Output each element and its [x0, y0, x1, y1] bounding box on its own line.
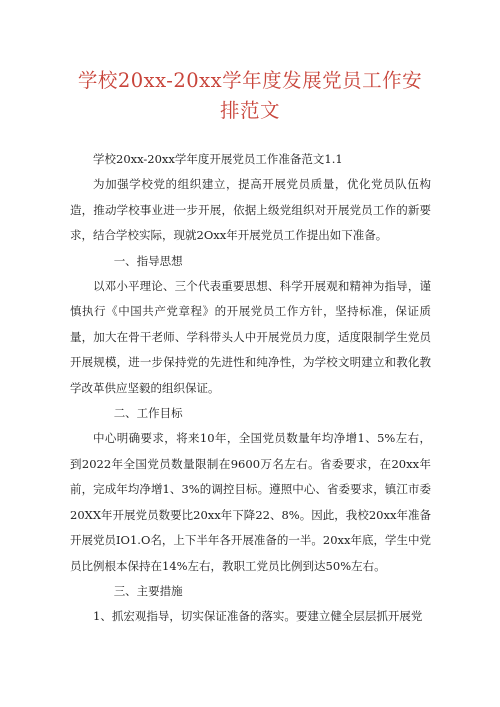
document-body [70, 147, 431, 630]
document-title: 学校20xx-20xx学年度发展党员工作安排范文 [77, 69, 423, 122]
document-subtitle: 学校20xx-20xx学年度开展党员工作准备范文1.1 [93, 152, 343, 166]
measure-paragraph: 1、抓宏观指导，切实保证准备的落实。要建立健全层层抓开展党 [93, 609, 423, 624]
goals-paragraph: 中心明确要求，将来10年，全国党员数量年均净增1、5%左右，到2022年全国党员数量限制在9600万名左右。省委要求，在20xx年前，完成年均净增1、3%的调控目标。遵照中心、省委要求，镇江市委20XX年开展党员数要比20xx年下降22、8%。因此，我校20xx年准备开展党员IO1.O名，上下半年各开展准备的一半。20xx年底，学生中党员比例根本保持在14%左右，教职工党员比例到达50%左右。 [70, 431, 431, 573]
guiding-paragraph: 以邓小平理论、三个代表重要思想、科学开展观和精神为指导，谨慎执行《中国共产党章程》的开展党员工作方针，坚持标准，保证质量，加大在骨干老师、学科带头人中开展党员力度，适度限制学生党员开展规模，进一步保持党的先进性和纯净性，为学校文明建立和教化教学改革供应坚毅的组织保证。 [70, 279, 431, 395]
section-heading-measures: 三、主要措施 [113, 583, 183, 598]
intro-paragraph: 为加强学校党的组织建立，提高开展党员质量，优化党员队伍构造，推动学校事业进一步开展，依据上级党组织对开展党员工作的新要求，结合学校实际，现就2Oxx年开展党员工作提出如下准备。 [70, 177, 431, 243]
section-heading-goals: 二、工作目标 [113, 406, 183, 421]
section-heading-guiding: 一、指导思想 [113, 253, 183, 268]
